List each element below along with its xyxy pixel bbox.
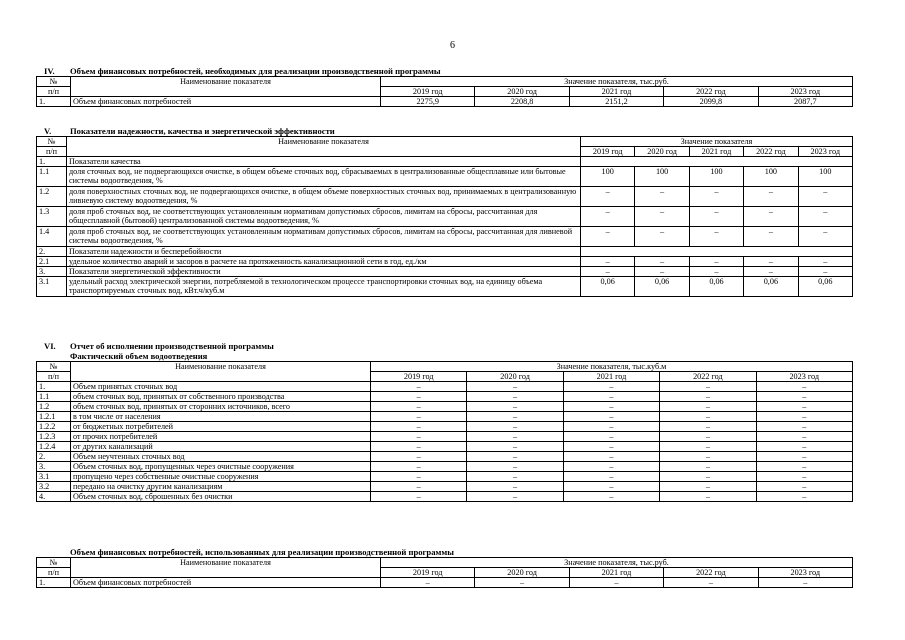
row-name: объем сточных вод, принятых от сторонних источников, всего (71, 402, 371, 412)
row-value: 0,06 (689, 277, 743, 297)
row-number: 3.1 (37, 472, 71, 482)
table-row (37, 402, 853, 412)
row-value: 2087,7 (758, 97, 852, 107)
row-name: Объем сточных вод, сброшенных без очистки (71, 492, 371, 502)
row-value: – (758, 578, 852, 588)
row-value: – (563, 432, 659, 442)
col-value-header: Значение показателя, тыс.руб. (381, 77, 853, 87)
table-row (37, 472, 853, 482)
row-value: – (371, 382, 467, 392)
section-vi-subtitle: Фактический объем водоотведения (70, 351, 208, 361)
row-value: – (744, 227, 798, 247)
col-value-header: Значение показателя (581, 137, 853, 147)
row-value: – (756, 482, 852, 492)
row-value: – (563, 382, 659, 392)
row-value: – (563, 402, 659, 412)
col-name-header: Наименование показателя (71, 558, 381, 578)
row-value: – (371, 462, 467, 472)
row-value: 100 (689, 167, 743, 187)
table-row (37, 227, 853, 247)
row-value: – (756, 492, 852, 502)
wastewater-volume-table (36, 361, 853, 502)
row-value: – (371, 402, 467, 412)
year-header: 2020 год (635, 147, 689, 157)
col-number-subheader: п/п (37, 147, 67, 157)
row-value: – (467, 462, 563, 472)
row-value: – (756, 382, 852, 392)
row-value: – (467, 392, 563, 402)
row-value: – (798, 257, 852, 267)
year-header: 2019 год (381, 568, 475, 578)
row-value: – (371, 482, 467, 492)
year-header: 2019 год (371, 372, 467, 382)
table-header-row (37, 362, 853, 372)
row-value: – (563, 422, 659, 432)
year-header: 2022 год (660, 372, 756, 382)
year-header: 2020 год (475, 568, 569, 578)
col-number-subheader: п/п (37, 372, 71, 382)
table-row (37, 442, 853, 452)
row-number: 1. (37, 578, 71, 588)
row-value: – (798, 267, 852, 277)
row-name: объем сточных вод, принятых от собственного производства (71, 392, 371, 402)
table-row (37, 167, 853, 187)
year-header: 2021 год (689, 147, 743, 157)
table-row (37, 492, 853, 502)
row-empty-values (581, 157, 853, 167)
section-iv-number: IV. (44, 66, 55, 76)
row-value: – (660, 432, 756, 442)
section-vi-title-text: Отчет об исполнении производственной программы (70, 341, 274, 351)
year-header: 2023 год (758, 568, 852, 578)
row-value: – (563, 412, 659, 422)
table-row (37, 277, 853, 297)
row-number: 2. (37, 247, 67, 257)
row-value: – (689, 227, 743, 247)
row-name: в том числе от населения (71, 412, 371, 422)
row-value: – (563, 392, 659, 402)
year-header: 2021 год (569, 87, 663, 97)
row-value: 100 (635, 167, 689, 187)
row-number: 1.2.3 (37, 432, 71, 442)
row-value: – (467, 432, 563, 442)
row-name: Объем финансовых потребностей (71, 97, 381, 107)
row-value: – (660, 472, 756, 482)
year-header: 2023 год (756, 372, 852, 382)
row-number: 1.2 (37, 402, 71, 412)
table-row (37, 432, 853, 442)
row-value: – (744, 257, 798, 267)
row-value: – (563, 452, 659, 462)
year-header: 2023 год (798, 147, 852, 157)
section-v-title-text: Показатели надежности, качества и энергетической эффективности (70, 126, 335, 136)
row-name: Показатели качества (67, 157, 581, 167)
row-value: – (635, 227, 689, 247)
row-number: 3. (37, 462, 71, 472)
row-name: от прочих потребителей (71, 432, 371, 442)
row-name: передано на очистку другим канализациям (71, 482, 371, 492)
year-header: 2023 год (758, 87, 852, 97)
row-name: пропущено через собственные очистные сооружения (71, 472, 371, 482)
table-row (37, 462, 853, 472)
row-empty-values (581, 247, 853, 257)
row-value: 100 (744, 167, 798, 187)
row-number: 4. (37, 492, 71, 502)
row-value: – (756, 402, 852, 412)
row-value: – (756, 462, 852, 472)
col-number-header: № (37, 77, 71, 87)
row-value: – (569, 578, 663, 588)
col-value-header: Значение показателя, тыс.руб. (381, 558, 853, 568)
row-value: 2275,9 (381, 97, 475, 107)
table-row (37, 207, 853, 227)
row-value: – (756, 392, 852, 402)
row-value: – (660, 402, 756, 412)
row-value: 0,06 (635, 277, 689, 297)
row-value: – (798, 207, 852, 227)
row-value: – (563, 492, 659, 502)
row-value: – (371, 412, 467, 422)
row-value: – (581, 207, 635, 227)
year-header: 2020 год (467, 372, 563, 382)
year-header: 2020 год (475, 87, 569, 97)
row-value: – (660, 412, 756, 422)
row-value: – (756, 432, 852, 442)
row-value: – (467, 412, 563, 422)
col-number-header: № (37, 362, 71, 372)
row-value: – (467, 452, 563, 462)
table-row (37, 422, 853, 432)
row-name: Объем сточных вод, пропущенных через очистные сооружения (71, 462, 371, 472)
row-value: – (689, 207, 743, 227)
table-row (37, 257, 853, 267)
row-value: – (660, 452, 756, 462)
row-number: 1.2 (37, 187, 67, 207)
section-iv-title-text: Объем финансовых потребностей, необходимых для реализации производственной программы (70, 66, 441, 76)
row-value: – (744, 207, 798, 227)
row-value: – (467, 382, 563, 392)
row-value: – (563, 482, 659, 492)
table-row (37, 97, 853, 107)
row-value: – (371, 432, 467, 442)
row-value: – (635, 207, 689, 227)
section-financial-used-title: Объем финансовых потребностей, использованных для реализации производственной программы (70, 547, 454, 557)
row-value: – (635, 187, 689, 207)
row-number: 1.1 (37, 167, 67, 187)
row-value: – (371, 452, 467, 462)
table-row (37, 482, 853, 492)
row-value: – (467, 442, 563, 452)
row-value: – (756, 452, 852, 462)
row-value: 2151,2 (569, 97, 663, 107)
row-number: 1.2.4 (37, 442, 71, 452)
row-value: – (798, 227, 852, 247)
row-value: – (660, 422, 756, 432)
col-name-header: Наименование показателя (67, 137, 581, 157)
row-value: – (744, 187, 798, 207)
row-value: – (635, 267, 689, 277)
row-value: – (660, 442, 756, 452)
row-value: – (371, 472, 467, 482)
year-header: 2022 год (664, 87, 758, 97)
row-value: 0,06 (581, 277, 635, 297)
row-value: – (798, 187, 852, 207)
year-header: 2022 год (744, 147, 798, 157)
row-name: доля сточных вод, не подвергающихся очистке, в общем объеме сточных вод, сбрасываемых в централизованные общесплавные или бытовые системы водоотведения, % (67, 167, 581, 187)
row-value: 0,06 (744, 277, 798, 297)
row-number: 1.2.2 (37, 422, 71, 432)
year-header: 2021 год (563, 372, 659, 382)
row-value: – (664, 578, 758, 588)
col-name-header: Наименование показателя (71, 77, 381, 97)
table-header-row (37, 558, 853, 568)
row-name: доля проб сточных вод, не соответствующих установленным нормативам допустимых сбросов, лимитам на сбросы, рассчитанная для ливневой системы водоотведения, % (67, 227, 581, 247)
table-row (37, 157, 853, 167)
row-name: Объем финансовых потребностей (71, 578, 381, 588)
table-row (37, 187, 853, 207)
table-row (37, 247, 853, 257)
row-value: – (467, 402, 563, 412)
row-name: Объем неучтенных сточных вод (71, 452, 371, 462)
row-number: 1.2.1 (37, 412, 71, 422)
row-name: Показатели надежности и бесперебойности (67, 247, 581, 257)
row-name: от бюджетных потребителей (71, 422, 371, 432)
financial-needs-table (36, 76, 853, 107)
row-value: – (563, 442, 659, 452)
table-row (37, 412, 853, 422)
table-row (37, 382, 853, 392)
page-number: 6 (450, 40, 455, 51)
row-value: – (756, 472, 852, 482)
row-value: – (689, 257, 743, 267)
col-number-subheader: п/п (37, 87, 71, 97)
row-number: 1.4 (37, 227, 67, 247)
row-name: доля проб сточных вод, не соответствующих установленным нормативам допустимых сбросов, лимитам на сбросы, рассчитанная для общесплавной (бытовой) централизованной системы водоотведения, % (67, 207, 581, 227)
table-row (37, 392, 853, 402)
col-value-header: Значение показателя, тыс.куб.м (371, 362, 853, 372)
row-value: – (756, 442, 852, 452)
table-row (37, 267, 853, 277)
row-number: 1.1 (37, 392, 71, 402)
row-name: доля поверхностных сточных вод, не подвергающихся очистке, в общем объеме поверхностных сточных вод, принимаемых в централизованную ливневую систему водоотведения, % (67, 187, 581, 207)
row-value: – (475, 578, 569, 588)
row-value: – (635, 257, 689, 267)
row-number: 1.3 (37, 207, 67, 227)
row-value: – (563, 462, 659, 472)
table-row (37, 578, 853, 588)
row-value: – (744, 267, 798, 277)
row-value: – (756, 422, 852, 432)
row-value: – (660, 382, 756, 392)
row-number: 1. (37, 97, 71, 107)
year-header: 2019 год (581, 147, 635, 157)
section-iv-title (36, 66, 852, 76)
row-value: 100 (798, 167, 852, 187)
row-value: – (660, 462, 756, 472)
row-value: 0,06 (798, 277, 852, 297)
row-value: – (689, 267, 743, 277)
row-value: – (371, 422, 467, 432)
section-financial-used (36, 547, 852, 588)
year-header: 2021 год (569, 568, 663, 578)
table-header-row (37, 77, 853, 87)
row-number: 3.2 (37, 482, 71, 492)
section-v-number: V. (44, 126, 52, 136)
row-value: – (563, 472, 659, 482)
row-number: 2.1 (37, 257, 67, 267)
row-value: – (381, 578, 475, 588)
col-number-subheader: п/п (37, 568, 71, 578)
table-header-row (37, 137, 853, 147)
row-value: – (467, 422, 563, 432)
col-number-header: № (37, 558, 71, 568)
year-header: 2019 год (381, 87, 475, 97)
row-value: – (581, 267, 635, 277)
row-number: 3.1 (37, 277, 67, 297)
row-value: – (581, 257, 635, 267)
row-value: – (371, 492, 467, 502)
row-value: – (660, 482, 756, 492)
row-value: – (660, 392, 756, 402)
row-value: 2099,8 (664, 97, 758, 107)
row-number: 2. (37, 452, 71, 462)
row-number: 3. (37, 267, 67, 277)
row-value: – (371, 442, 467, 452)
row-value: 2208,8 (475, 97, 569, 107)
row-value: – (689, 187, 743, 207)
financial-used-table (36, 557, 853, 588)
row-value: 100 (581, 167, 635, 187)
row-value: – (581, 227, 635, 247)
row-value: – (660, 492, 756, 502)
year-header: 2022 год (664, 568, 758, 578)
row-value: – (756, 412, 852, 422)
table-row (37, 452, 853, 462)
section-v (36, 126, 852, 297)
row-name: удельный расход электрической энергии, потребляемой в технологическом процессе транспортировки сточных вод, на единицу объема транспортируемых сточных вод, кВт.ч/куб.м (67, 277, 581, 297)
reliability-quality-table (36, 136, 853, 297)
section-vi (36, 341, 852, 502)
section-vi-number: VI. (44, 341, 56, 351)
section-vi-title (36, 341, 852, 351)
row-value: – (467, 482, 563, 492)
col-number-header: № (37, 137, 67, 147)
row-value: – (371, 392, 467, 402)
row-name: Показатели энергетической эффективности (67, 267, 581, 277)
row-name: Объем принятых сточных вод (71, 382, 371, 392)
row-name: от других канализаций (71, 442, 371, 452)
row-value: – (467, 472, 563, 482)
row-number: 1. (37, 157, 67, 167)
row-number: 1. (37, 382, 71, 392)
row-name: удельное количество аварий и засоров в расчете на протяженность канализационной сети в год, ед./км (67, 257, 581, 267)
row-value: – (581, 187, 635, 207)
section-iv (36, 66, 852, 107)
row-value: – (467, 492, 563, 502)
col-name-header: Наименование показателя (71, 362, 371, 382)
section-v-title (36, 126, 852, 136)
